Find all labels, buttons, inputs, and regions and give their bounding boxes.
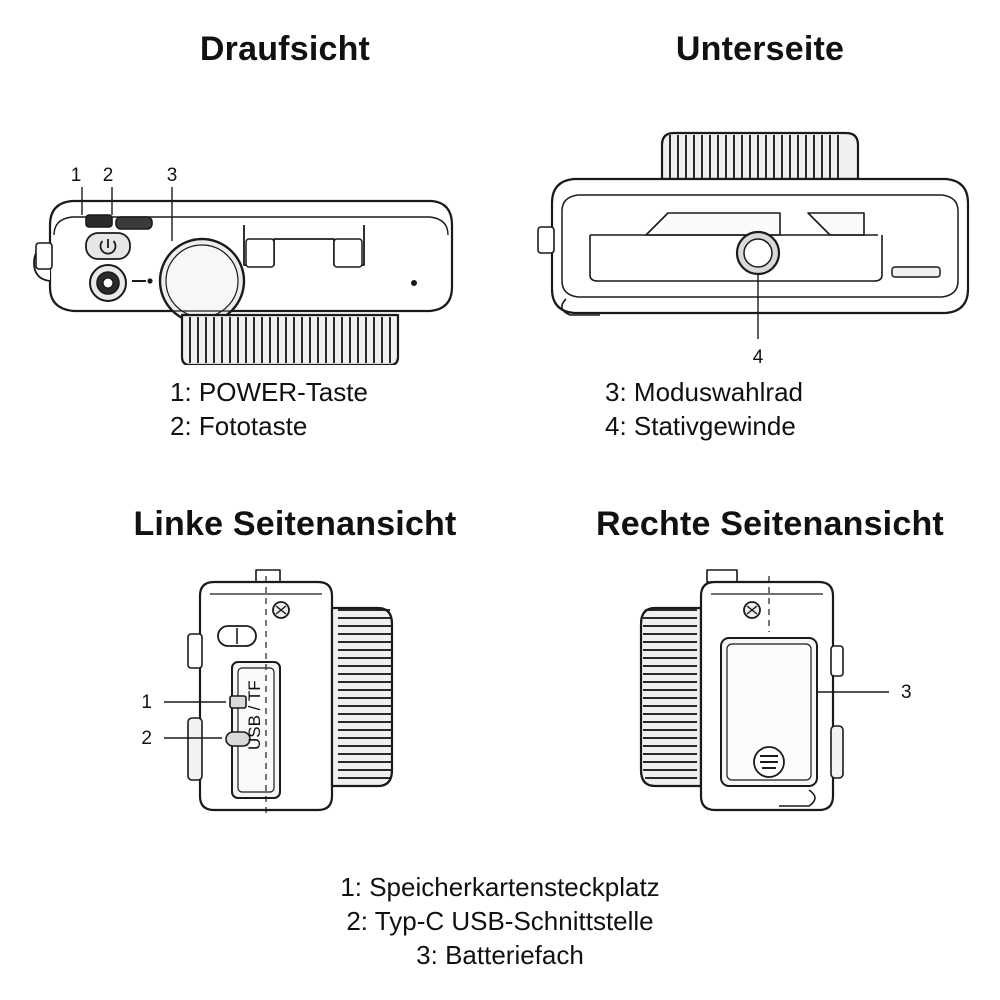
legend-item: 3: Batteriefach	[416, 940, 584, 970]
right-side-illustration	[545, 550, 995, 850]
left-side-figure	[60, 550, 530, 850]
side-views-legend	[0, 870, 1000, 972]
legend-item: 2: Fototaste	[170, 411, 308, 441]
panel-top-view	[20, 30, 550, 441]
callout-4-label: 4	[752, 347, 764, 368]
callout-2-label: 2	[141, 728, 152, 749]
bottom-view-illustration	[530, 85, 990, 375]
usb-tf-label: USB / TF	[245, 680, 264, 750]
left-side-illustration	[60, 550, 530, 850]
callout-1-label: 1	[141, 692, 152, 713]
right-side-figure	[545, 550, 995, 850]
callout-1-label: 1	[70, 165, 82, 186]
callout-3-label: 3	[901, 682, 912, 703]
top-view-illustration	[20, 75, 550, 365]
legend-item: 1: Speicherkartensteckplatz	[340, 872, 660, 902]
legend-item: 3: Moduswahlrad	[605, 377, 803, 407]
legend-item: 2: Typ-C USB-Schnittstelle	[346, 906, 654, 936]
panel-top-view-title: Draufsicht	[199, 30, 371, 68]
top-view-legend	[20, 375, 368, 443]
legend-item: 1: POWER-Taste	[170, 377, 368, 407]
legend-item: 4: Stativgewinde	[605, 411, 796, 441]
panel-right-side-view	[545, 505, 995, 703]
callout-3-label: 3	[166, 165, 178, 186]
panel-right-side-view-title: Rechte Seitenansicht	[596, 505, 944, 543]
panel-bottom-view	[530, 30, 990, 441]
panel-bottom-view-title: Unterseite	[675, 30, 845, 68]
top-view-figure	[20, 75, 550, 365]
bottom-view-figure	[530, 85, 990, 375]
callout-2-label: 2	[102, 165, 114, 186]
bottom-view-legend	[530, 375, 803, 443]
panel-left-side-view-title: Linke Seitenansicht	[133, 505, 457, 543]
panel-left-side-view	[60, 505, 530, 750]
